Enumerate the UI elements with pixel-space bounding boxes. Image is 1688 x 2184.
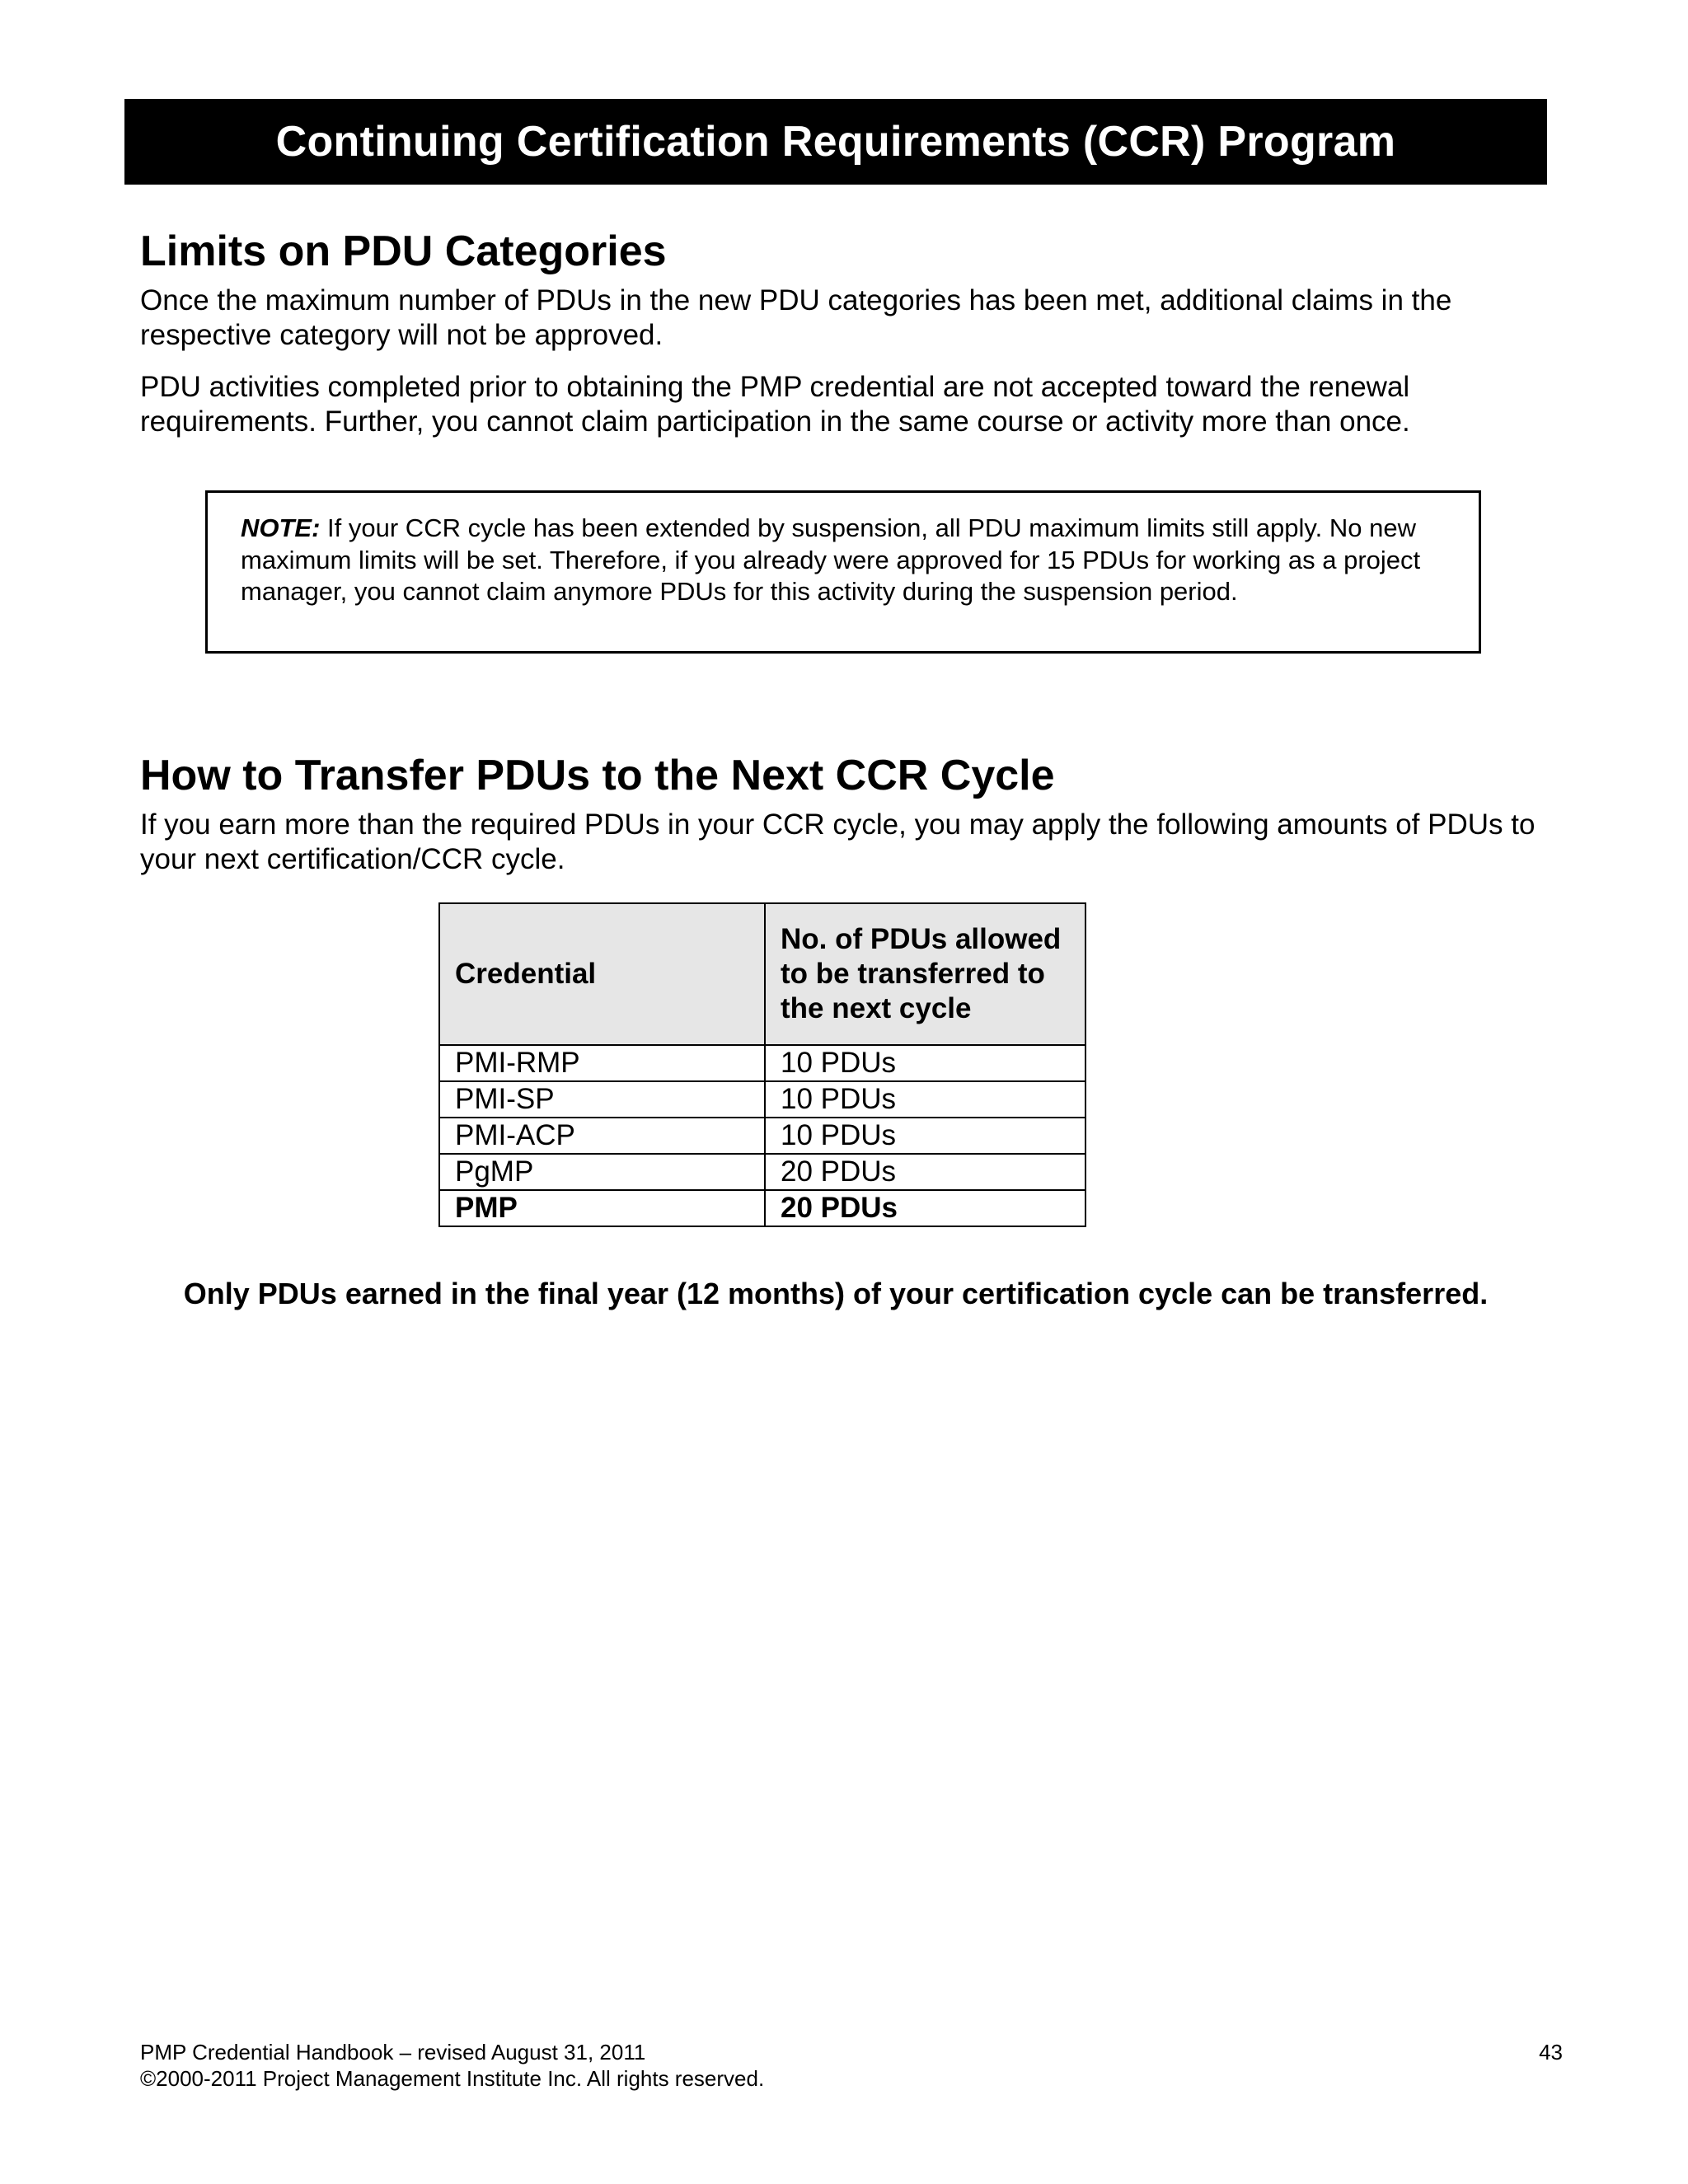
credential-cell: PMI-ACP bbox=[439, 1118, 765, 1154]
table-row bbox=[439, 1190, 1085, 1226]
note-text-block bbox=[241, 513, 1446, 608]
note-box bbox=[205, 490, 1481, 654]
table-header-row bbox=[439, 903, 1085, 1045]
footer-copyright: ©2000-2011 Project Management Institute Inc. All rights reserved. bbox=[140, 2066, 765, 2091]
title-banner bbox=[124, 99, 1547, 185]
page-number: 43 bbox=[1539, 2040, 1563, 2064]
footer-handbook-revision: PMP Credential Handbook – revised August 31, 2011 bbox=[140, 2040, 646, 2064]
header-pdus: No. of PDUs allowed to be transferred to the next cycle bbox=[765, 903, 1085, 1045]
transfer-heading: How to Transfer PDUs to the Next CCR Cycle bbox=[140, 752, 1055, 799]
credential-cell: PMI-RMP bbox=[439, 1045, 765, 1081]
transfer-paragraph: If you earn more than the required PDUs in your CCR cycle, you may apply the following amounts of PDUs to your next certification/CCR cycle. bbox=[140, 808, 1536, 875]
limits-paragraph-2: PDU activities completed prior to obtaining the PMP credential are not accepted toward the renewal requirements. Further, you cannot claim participation in the same course or activity more than once. bbox=[140, 371, 1410, 438]
pdus-cell: 20 PDUs bbox=[765, 1154, 1085, 1190]
table-row bbox=[439, 1154, 1085, 1190]
pdu-transfer-table bbox=[438, 902, 1086, 1227]
header-credential: Credential bbox=[439, 903, 765, 1045]
page-title: Continuing Certification Requirements (CCR) Program bbox=[275, 118, 1396, 166]
note-label: NOTE: bbox=[241, 513, 321, 542]
credential-cell: PMP bbox=[439, 1190, 765, 1226]
table-row bbox=[439, 1045, 1085, 1081]
footer-left bbox=[140, 2039, 764, 2092]
table-row bbox=[439, 1081, 1085, 1118]
credential-cell: PMI-SP bbox=[439, 1081, 765, 1118]
transfer-restriction-note: Only PDUs earned in the final year (12 months) of your certification cycle can be transferred. bbox=[183, 1277, 1489, 1310]
pdus-cell: 10 PDUs bbox=[765, 1045, 1085, 1081]
limits-heading: Limits on PDU Categories bbox=[140, 227, 667, 275]
pdus-cell: 10 PDUs bbox=[765, 1118, 1085, 1154]
pdus-cell: 20 PDUs bbox=[765, 1190, 1085, 1226]
credential-cell: PgMP bbox=[439, 1154, 765, 1190]
limits-paragraph-1: Once the maximum number of PDUs in the new PDU categories has been met, additional claims in the respective category will not be approved. bbox=[140, 284, 1452, 351]
pdus-cell: 10 PDUs bbox=[765, 1081, 1085, 1118]
table-row bbox=[439, 1118, 1085, 1154]
note-body: If your CCR cycle has been extended by suspension, all PDU maximum limits still apply. No new maximum limits will be set. Therefore, if you already were approved for 15 PDUs for working as a project manager, you cannot claim anymore PDUs for this activity during the suspension period. bbox=[241, 513, 1421, 606]
